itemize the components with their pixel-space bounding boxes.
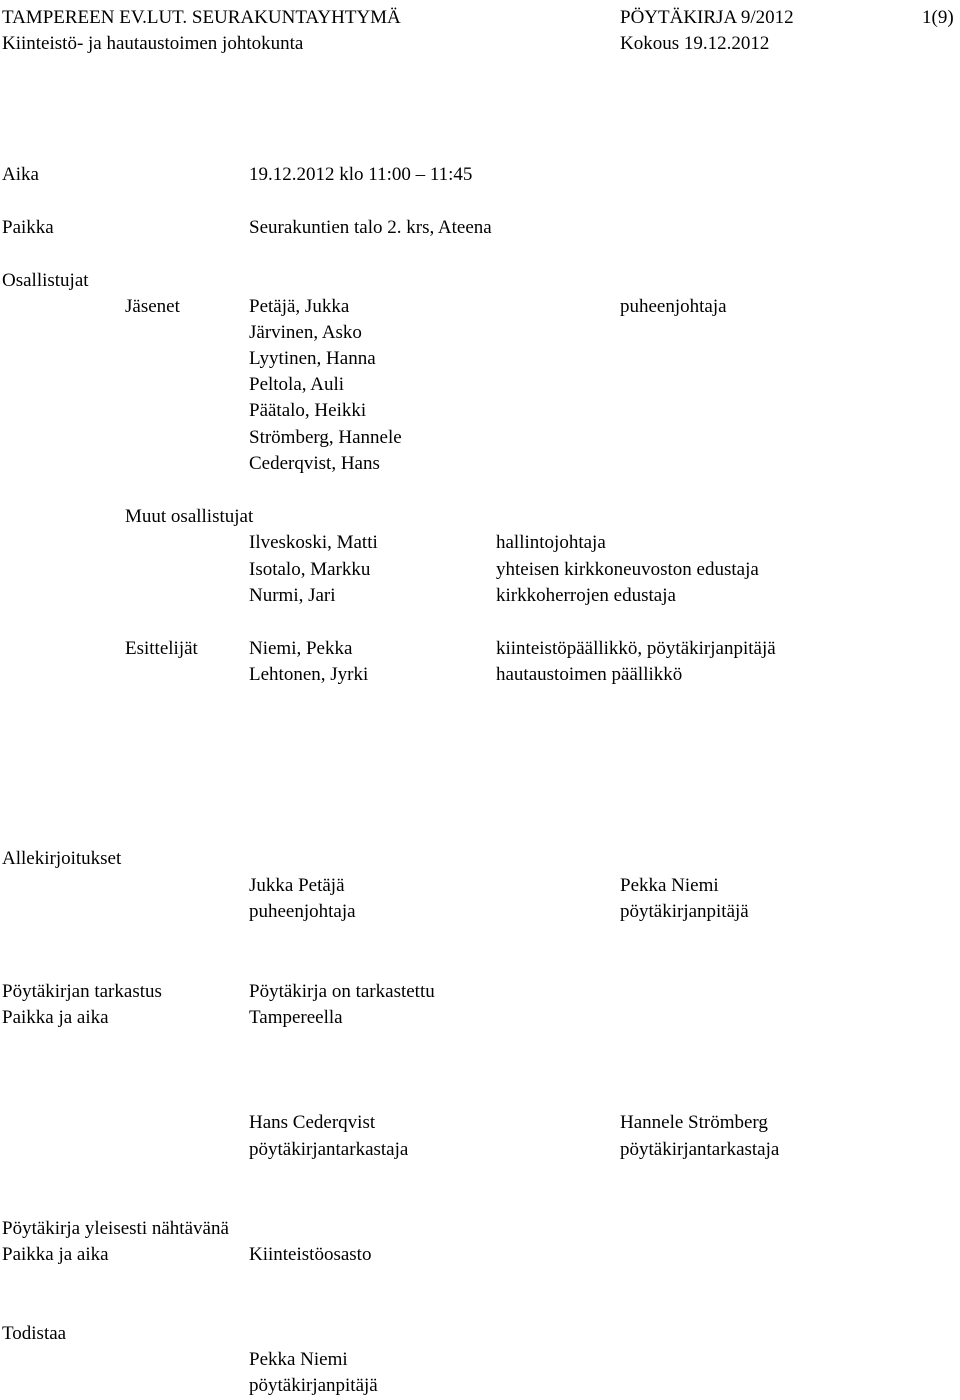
presenter-role: hautaustoimen päällikkö	[496, 664, 683, 685]
time-label: Aika	[2, 164, 39, 185]
review-place: Tampereella	[249, 1007, 343, 1028]
signatures-label: Allekirjoitukset	[2, 848, 122, 869]
reviewer-role: pöytäkirjantarkastaja	[620, 1139, 780, 1160]
meeting-date: Kokous 19.12.2012	[620, 33, 770, 54]
member-role: puheenjohtaja	[620, 296, 727, 317]
public-display-place-label: Paikka ja aika	[2, 1244, 109, 1265]
member-name: Päätalo, Heikki	[249, 400, 367, 421]
place-label: Paikka	[2, 217, 54, 238]
members-label: Jäsenet	[125, 296, 180, 317]
presenter-role: kiinteistöpäällikkö, pöytäkirjanpitäjä	[496, 638, 776, 659]
other-participant-role: yhteisen kirkkoneuvoston edustaja	[496, 559, 759, 580]
presenters-label: Esittelijät	[125, 638, 198, 659]
public-display-label: Pöytäkirja yleisesti nähtävänä	[2, 1218, 229, 1239]
certifier-name: Pekka Niemi	[249, 1349, 348, 1370]
certifier-role: pöytäkirjanpitäjä	[249, 1375, 378, 1396]
time-value: 19.12.2012 klo 11:00 – 11:45	[249, 164, 473, 185]
member-name: Järvinen, Asko	[249, 322, 362, 343]
certification-label: Todistaa	[2, 1323, 67, 1344]
presenter-name: Lehtonen, Jyrki	[249, 664, 369, 685]
document-title: PÖYTÄKIRJA 9/2012	[620, 7, 794, 28]
review-label: Pöytäkirjan tarkastus	[2, 981, 162, 1002]
reviewer-role: pöytäkirjantarkastaja	[249, 1139, 409, 1160]
signer-role: puheenjohtaja	[249, 901, 356, 922]
member-name: Cederqvist, Hans	[249, 453, 380, 474]
member-name: Lyytinen, Hanna	[249, 348, 376, 369]
other-participant-role: kirkkoherrojen edustaja	[496, 585, 676, 606]
place-value: Seurakuntien talo 2. krs, Ateena	[249, 217, 492, 238]
other-participant-role: hallintojohtaja	[496, 532, 606, 553]
other-participant-name: Nurmi, Jari	[249, 585, 336, 606]
review-statement: Pöytäkirja on tarkastettu	[249, 981, 435, 1002]
page-number: 1(9)	[922, 7, 954, 28]
other-participant-name: Isotalo, Markku	[249, 559, 371, 580]
public-display-place: Kiinteistöosasto	[249, 1244, 372, 1265]
member-name: Strömberg, Hannele	[249, 427, 402, 448]
reviewer-name: Hannele Strömberg	[620, 1112, 768, 1133]
signer-role: pöytäkirjanpitäjä	[620, 901, 749, 922]
member-name: Petäjä, Jukka	[249, 296, 350, 317]
other-participant-name: Ilveskoski, Matti	[249, 532, 378, 553]
organization-name: TAMPEREEN EV.LUT. SEURAKUNTAYHTYMÄ	[2, 7, 401, 28]
board-name: Kiinteistö- ja hautaustoimen johtokunta	[2, 33, 304, 54]
review-place-label: Paikka ja aika	[2, 1007, 109, 1028]
signer-name: Pekka Niemi	[620, 875, 719, 896]
other-participants-label: Muut osallistujat	[125, 506, 254, 527]
presenter-name: Niemi, Pekka	[249, 638, 353, 659]
reviewer-name: Hans Cederqvist	[249, 1112, 376, 1133]
member-name: Peltola, Auli	[249, 374, 344, 395]
signer-name: Jukka Petäjä	[249, 875, 345, 896]
participants-label: Osallistujat	[2, 270, 89, 291]
